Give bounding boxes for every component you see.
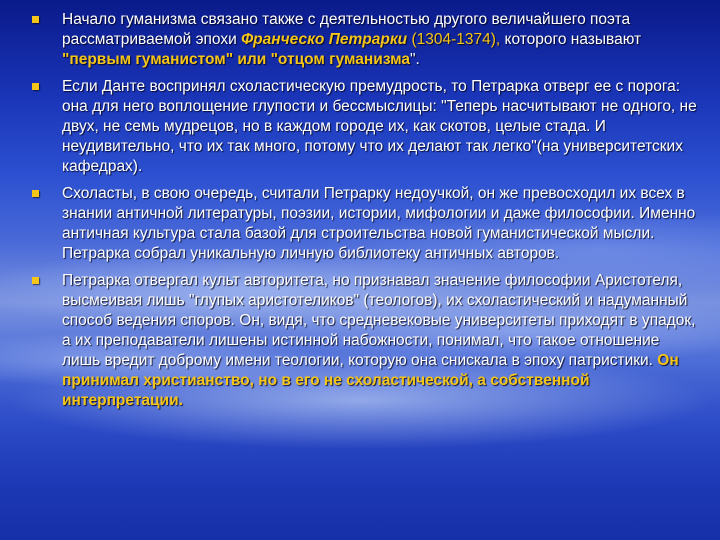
bullet-text: Начало гуманизма связано также с деятельностью другого величайшего поэта рассматриваемой эпохи: [62, 11, 631, 48]
square-bullet-icon: [32, 190, 39, 197]
highlight-years: (1304-1374),: [407, 31, 501, 48]
bullet-scholastics-opinion: [30, 184, 700, 264]
bullet-text: Если Данте воспринял схоластическую премудрость, то Петрарка отверг ее с порога: она для него воплощение глупости и бессмыслицы: "Теперь насчитывают не одного, не двух, не семь мудрецов, но в каждом городе их, как скотов, целые стада. И неудивительно, что их так много, потому что их делают так легко"(на университетских кафедрах).: [62, 78, 697, 175]
bullet-text: которого называют: [500, 31, 642, 48]
bullet-dante-scholastic: [30, 77, 700, 177]
square-bullet-icon: [32, 16, 39, 23]
slide-content: [30, 10, 700, 418]
bullet-text: ".: [410, 51, 420, 68]
highlight-name: Франческо Петрарки: [241, 31, 408, 48]
bullet-petrarch-intro: [30, 10, 700, 70]
highlight-title: "первым гуманистом" или "отцом гуманизма: [62, 51, 411, 68]
bullet-text: Схоласты, в свою очередь, считали Петрарку недоучкой, он же превосходил их всех в знании античной литературы, поэзии, истории, мифологии и даже философии. Именно античная культура стала базой для строительства новой гуманистической мысли. Петрарка собрал уникальную личную библиотеку античных авторов.: [62, 185, 696, 262]
highlight-conclusion: Он принимал христианство, но в его не схоластической, а собственной интерпретации.: [62, 352, 679, 409]
square-bullet-icon: [32, 277, 39, 284]
bullet-text: Петрарка отвергал культ авторитета, но признавал значение философии Аристотеля, высмеивая лишь "глупых аристотеликов" (теологов), их схоластический и надуманный способ ведения споров. Он, видя, что средневековые университеты приходят в упадок, а их преподаватели лишены истинной набожности, понимал, что такое отношение лишь вредит доброму имени теологии, которую она снискала в эпоху патристики.: [62, 272, 696, 369]
square-bullet-icon: [32, 83, 39, 90]
bullet-authority-cult: [30, 271, 700, 411]
